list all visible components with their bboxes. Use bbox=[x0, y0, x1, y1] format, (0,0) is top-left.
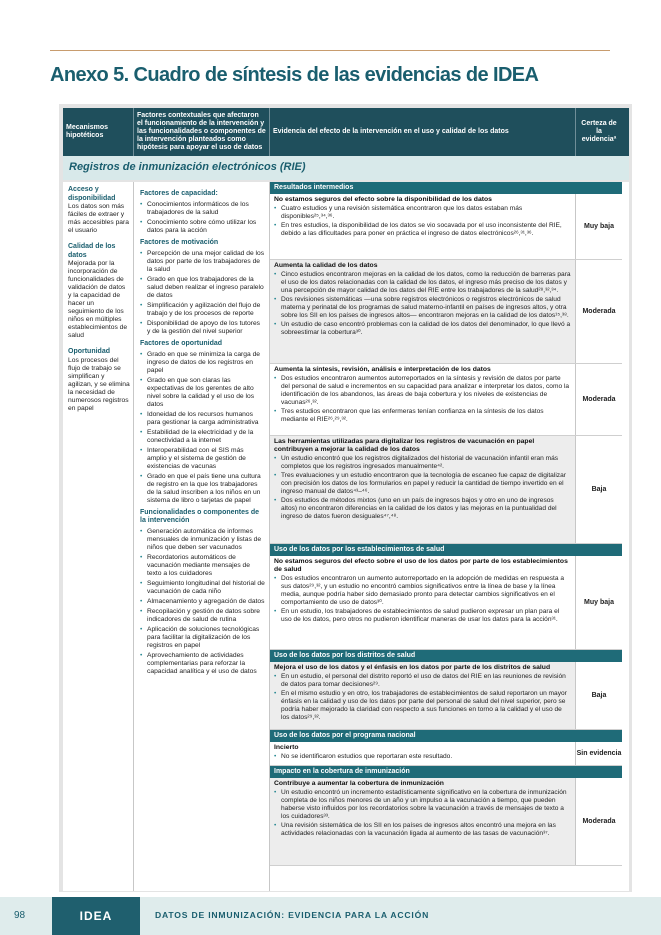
evidence-column bbox=[270, 182, 622, 891]
certainty-value: Moderada bbox=[582, 395, 616, 403]
evidence-item: • Un estudio encontró un incremento estadísticamente significativo en la cobertura de inmunización completa de los niños menores de un año y un impulso a la vacunación a tiempo, que pueden haberse visto influidos por los recordatorios sobre la vacunación a través de mensajes de texto a los cuidadores³³. bbox=[274, 789, 571, 821]
evidence-item: • Cinco estudios encontraron mejoras en la calidad de los datos, como la reducción de barreras para el uso de los datos relacionadas con la calidad de los datos, el ingreso más preciso de los datos y una percepción de mayor calidad de los datos del RIE entre los trabajadores de la salud²⁸,³²,³⁴. bbox=[274, 271, 571, 295]
evidence-row bbox=[270, 742, 622, 766]
evidence-cell bbox=[270, 364, 576, 435]
top-rule bbox=[50, 50, 610, 51]
brand-label: IDEA bbox=[52, 897, 140, 935]
factor-item: • Conocimiento sobre cómo utilizar los datos para la acción bbox=[140, 219, 265, 235]
factor-list bbox=[140, 351, 265, 505]
factor-list bbox=[140, 201, 265, 235]
factor-heading: Funcionalidades o componentes de la intervención bbox=[140, 509, 260, 524]
factor-item: • Recordatorios automáticos de vacunación mediante mensajes de texto a los cuidadores bbox=[140, 554, 265, 578]
factor-item: • Recopilación y gestión de datos sobre indicadores de salud de rutina bbox=[140, 608, 265, 624]
mechanism-heading: Oportunidad bbox=[68, 348, 110, 355]
mechanisms-column bbox=[63, 182, 134, 891]
evidence-row bbox=[270, 364, 622, 436]
evidence-item: • Un estudio encontró que los registros digitalizados del historial de vacunación infantil eran más completos que los registros ingresados manualmente⁴². bbox=[274, 455, 571, 471]
page-title: Anexo 5. Cuadro de síntesis de las evidencias de IDEA bbox=[50, 64, 539, 86]
evidence-row bbox=[270, 662, 622, 730]
group-header: Uso de los datos por el programa nacional bbox=[270, 730, 622, 742]
evidence-cell bbox=[270, 742, 576, 765]
factor-item: • Grado en que el país tiene una cultura de registro en la que los trabajadores de la salud inscriben a los niños en un sistema de libro o tarjetas de papel bbox=[140, 473, 265, 505]
factor-item: • Almacenamiento y agregación de datos bbox=[140, 598, 265, 606]
table-header bbox=[63, 108, 629, 156]
evidence-title: Mejora el uso de los datos y el énfasis en los datos por parte de los distritos de salud bbox=[274, 664, 551, 671]
evidence-title: Aumenta la calidad de los datos bbox=[274, 262, 378, 269]
header-certainty: Certeza de la evidenciaª bbox=[581, 120, 617, 143]
factor-item: • Simplificación y agilización del flujo de trabajo y de los procesos de reporte bbox=[140, 302, 265, 318]
evidence-title: Contribuye a aumentar la cobertura de inmunización bbox=[274, 780, 444, 787]
evidence-cell bbox=[270, 556, 576, 649]
evidence-item: • No se identificaron estudios que reportaran este resultado. bbox=[274, 753, 571, 761]
evidence-title: Aumenta la síntesis, revisión, análisis e interpretación de los datos bbox=[274, 366, 491, 373]
factor-item: • Estabilidad de la electricidad y de la conectividad a la internet bbox=[140, 429, 265, 445]
factor-list bbox=[140, 250, 265, 336]
evidence-item: • En tres estudios, la disponibilidad de los datos se vio socavada por el uso inconsistente del RIE, debido a las dificultades para poner en práctica el ingreso de datos electrónicos²⁶,³¹,³⁶. bbox=[274, 222, 571, 238]
evidence-cell bbox=[270, 260, 576, 363]
evidence-cell bbox=[270, 436, 576, 543]
factor-item: • Idoneidad de los recursos humanos para gestionar la carga administrativa bbox=[140, 411, 265, 427]
group-header: Impacto en la cobertura de inmunización bbox=[270, 766, 622, 778]
group-header: Uso de los datos por los distritos de salud bbox=[270, 650, 622, 662]
evidence-title: No estamos seguros del efecto sobre el uso de los datos por parte de los establecimientos de salud bbox=[274, 558, 568, 573]
evidence-cell bbox=[270, 194, 576, 259]
factor-heading: Factores de oportunidad bbox=[140, 340, 223, 347]
evidence-row bbox=[270, 260, 622, 364]
factor-heading: Factores de capacidad: bbox=[140, 190, 218, 197]
mechanism-text: Los procesos del flujo de trabajo se simplifican y agilizan, y se elimina la necesidad de numerosos registros en papel bbox=[68, 356, 130, 412]
evidence-list bbox=[274, 673, 571, 722]
factor-item: • Interoperabilidad con el SIS más amplio y el sistema de gestión de existencias de vacunas bbox=[140, 447, 265, 471]
factor-item: • Aplicación de soluciones tecnológicas para facilitar la digitalización de los registros en papel bbox=[140, 626, 265, 650]
certainty-value: Moderada bbox=[582, 307, 616, 315]
factor-item: • Grado en que son claras las expectativas de los gerentes de alto nivel sobre la calidad y el uso de los datos bbox=[140, 377, 265, 409]
mechanism-text: Los datos son más fáciles de extraer y más accesibles para el usuario bbox=[68, 203, 129, 234]
evidence-item: • En un estudio, el personal del distrito reportó el uso de datos del RIE en las reuniones de revisión de datos para tomar decisiones²⁹. bbox=[274, 673, 571, 689]
page-number: 98 bbox=[14, 910, 26, 921]
evidence-row bbox=[270, 778, 622, 866]
group-header: Resultados intermedios bbox=[270, 182, 622, 194]
factor-item: • Disponibilidad de apoyo de los tutores y de la gestión del nivel superior bbox=[140, 320, 265, 336]
factors-column bbox=[134, 182, 270, 891]
evidence-row bbox=[270, 194, 622, 260]
group-header: Uso de los datos por los establecimientos de salud bbox=[270, 544, 622, 556]
evidence-item: • Una revisión sistemática de los SII en los países de ingresos altos encontró una mejora en las actividades relacionadas con la vacunación ligada al aumento de las tasas de vacunación³⁷. bbox=[274, 822, 571, 838]
evidence-list bbox=[274, 375, 571, 424]
header-mechanisms: Mecanismos hipotéticos bbox=[63, 108, 134, 156]
evidence-item: • Cuatro estudios y una revisión sistemática encontraron que los datos estaban más disponibles²⁵,³⁴,³⁶. bbox=[274, 205, 571, 221]
factor-item: • Generación automática de informes mensuales de inmunización y listas de niños que deben ser vacunados bbox=[140, 528, 265, 552]
evidence-cell bbox=[270, 778, 576, 865]
certainty-value: Baja bbox=[591, 485, 607, 493]
mechanism-heading: Calidad de los datos bbox=[68, 243, 116, 259]
factor-item: • Grado en que los trabajadores de la salud deben realizar el ingreso paralelo de datos bbox=[140, 276, 265, 300]
header-factors: Factores contextuales que afectaron el funcionamiento de la intervención y las funcionalidades o componentes de la intervención planteados como hipótesis para apoyar el uso de datos bbox=[134, 108, 270, 156]
footer-title: DATOS DE INMUNIZACIÓN: EVIDENCIA PARA LA ACCIÓN bbox=[155, 910, 430, 920]
table-body bbox=[63, 182, 629, 891]
factor-item: • Aprovechamiento de actividades complementarias para reforzar la capacidad analítica y el uso de datos bbox=[140, 652, 265, 676]
evidence-row bbox=[270, 556, 622, 650]
evidence-title: Las herramientas utilizadas para digitalizar los registros de vacunación en papel contribuyen a mejorar la calidad de los datos bbox=[274, 438, 535, 453]
header-evidence: Evidencia del efecto de la intervención en el uso y calidad de los datos bbox=[270, 108, 576, 156]
evidence-title: No estamos seguros del efecto sobre la disponibilidad de los datos bbox=[274, 196, 492, 203]
evidence-row bbox=[270, 436, 622, 544]
factor-list bbox=[140, 528, 265, 676]
evidence-item: • Un estudio de caso encontró problemas con la calidad de los datos del denominador, lo que llevó a sobreestimar la cobertura³⁰. bbox=[274, 321, 571, 337]
factor-item: • Conocimientos informáticos de los trabajadores de la salud bbox=[140, 201, 265, 217]
evidence-list bbox=[274, 455, 571, 521]
evidence-item: • Dos estudios encontraron un aumento autorreportado en la adopción de medidas en respuesta a sus datos²⁹,³², y un estudio no encontró cambios significativos entre la línea de base y la línea media, aunque podría haber sido demasiado pronto para detectar cambios significativos en el comportamiento de uso de datos³⁰. bbox=[274, 575, 571, 607]
certainty-value: Sin evidencia bbox=[576, 749, 622, 757]
certainty-value: Moderada bbox=[582, 817, 616, 825]
evidence-item: • En el mismo estudio y en otro, los trabajadores de establecimientos de salud reportaron un mayor énfasis en la calidad y uso de los datos por parte del personal de salud del nivel superior, pero se podría haber mejorado la claridad con respecto a sus funciones en torno a la calidad y el uso de los datos²⁹,³². bbox=[274, 690, 571, 722]
evidence-list bbox=[274, 789, 571, 838]
evidence-item: • Dos revisiones sistemáticas —una sobre registros electrónicos o registros electrónicos de salud materna y perinatal de los programas de salud materno-infantil en países de ingresos altos, y otra sobre los SII en los países de ingresos altos— encontraron mejoras en la calidad de los datos¹⁵,³⁸. bbox=[274, 296, 571, 320]
factor-item: • Grado en que se minimiza la carga de ingreso de datos de los registros en papel bbox=[140, 351, 265, 375]
evidence-item: • Tres evaluaciones y un estudio encontraron que la tecnología de escaneo fue capaz de digitalizar con precisión los datos de los formularios en papel y reducir la cantidad de tiempo invertido en el ingreso manual de datos⁴³–⁴⁶. bbox=[274, 472, 571, 496]
certainty-value: Muy baja bbox=[584, 222, 614, 230]
factor-heading: Factores de motivación bbox=[140, 239, 219, 246]
synthesis-table bbox=[59, 104, 632, 892]
factor-item: • Seguimiento longitudinal del historial de vacunación de cada niño bbox=[140, 580, 265, 596]
evidence-list bbox=[274, 575, 571, 624]
mechanism-text: Mejorada por la incorporación de funcionalidades de validación de datos y la capacidad de hacer un seguimiento de los niños en múltiples establecimientos de salud bbox=[68, 260, 128, 339]
evidence-list bbox=[274, 205, 571, 238]
mechanism-heading: Acceso y disponibilidad bbox=[68, 186, 116, 202]
section-title: Registros de inmunización electrónicos (RIE) bbox=[63, 156, 629, 180]
evidence-item: • Dos estudios de métodos mixtos (uno en un país de ingresos bajos y otro en uno de ingresos altos) no encontraron diferencias en la calidad de los datos y las mejoras en la puntualidad del ingreso de datos fueron desiguales⁴⁷,⁴⁸. bbox=[274, 497, 571, 521]
evidence-item: • Dos estudios encontraron aumentos autorreportados en la síntesis y revisión de datos por parte del personal de salud e incrementos en su capacidad para analizar e interpretar los datos, como la identificación de los abandonos, las áreas de baja cobertura y los niveles de existencias de vacunas²⁶,³². bbox=[274, 375, 571, 407]
evidence-list bbox=[274, 271, 571, 337]
evidence-item: • Tres estudios encontraron que las enfermeras tenían confianza en la síntesis de los datos mediante el RIE²⁶,²⁹,³². bbox=[274, 408, 571, 424]
evidence-list bbox=[274, 753, 571, 761]
evidence-cell bbox=[270, 662, 576, 729]
certainty-value: Muy baja bbox=[584, 598, 614, 606]
evidence-title: Incierto bbox=[274, 744, 299, 751]
certainty-value: Baja bbox=[591, 691, 607, 699]
evidence-item: • En un estudio, los trabajadores de establecimientos de salud pudieron expresar un plan para el uso de los datos, pero otros no pudieron identificar maneras de usar los datos para la acción³¹. bbox=[274, 608, 571, 624]
factor-item: • Percepción de una mejor calidad de los datos por parte de los trabajadores de la salud bbox=[140, 250, 265, 274]
